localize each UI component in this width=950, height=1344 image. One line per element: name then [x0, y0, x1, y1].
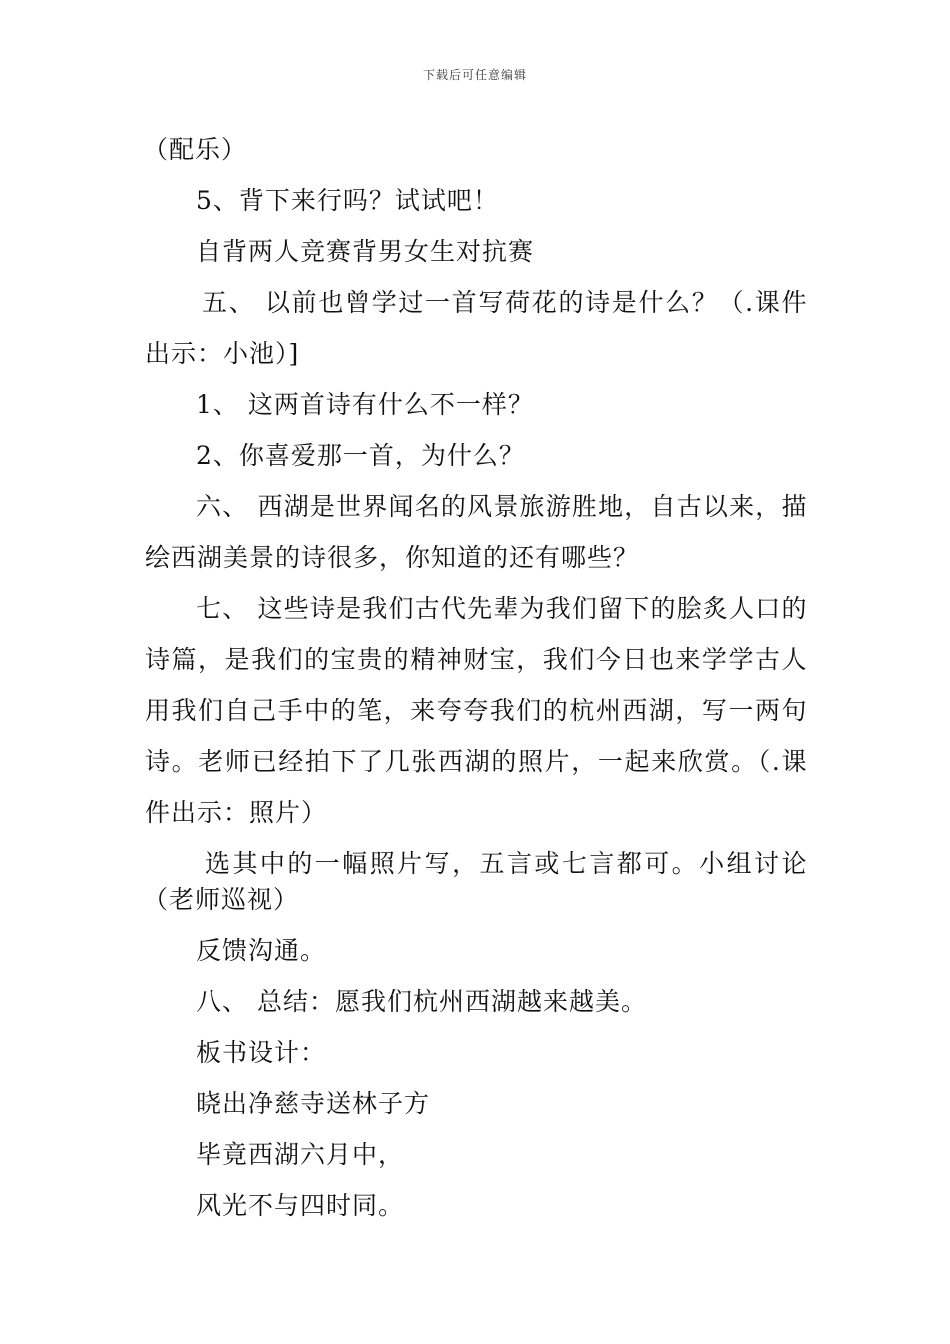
paragraph-line: （配乐） [143, 135, 248, 164]
paragraph-line: 2、你喜爱那一首，为什么？ [196, 441, 525, 470]
paragraph-line: 诗篇，是我们的宝贵的精神财宝，我们今日也来学学古人 [145, 645, 807, 674]
paragraph-line: 六、 西湖是世界闻名的风景旅游胜地，自古以来，描 [196, 492, 807, 521]
paragraph-line: 诗。老师已经拍下了几张西湖的照片，一起来欣赏。（.课 [145, 747, 807, 776]
paragraph-line: （老师巡视） [143, 885, 300, 914]
page-header-note: 下载后可任意编辑 [422, 68, 527, 82]
paragraph-line: 件出示：照片） [145, 798, 328, 827]
paragraph-line: 1、 这两首诗有什么不一样？ [196, 390, 534, 419]
paragraph-line: 晓出净慈寺送林子方 [196, 1089, 431, 1118]
paragraph-line: 绘西湖美景的诗很多，你知道的还有哪些？ [145, 543, 640, 572]
paragraph-line: 自背两人竞赛背男女生对抗赛 [196, 237, 535, 266]
paragraph-line: 板书设计： [196, 1038, 327, 1067]
paragraph-line: 毕竟西湖六月中， [196, 1140, 405, 1169]
paragraph-line: 反馈沟通。 [196, 936, 327, 965]
paragraph-line: 八、 总结：愿我们杭州西湖越来越美。 [196, 987, 647, 1016]
paragraph-line: 五、 以前也曾学过一首写荷花的诗是什么？（.课件 [202, 288, 807, 317]
paragraph-line: 选其中的一幅照片写，五言或七言都可。小组讨论 [205, 849, 807, 878]
paragraph-line: 出示：小池）] [145, 339, 300, 368]
paragraph-line: 风光不与四时同。 [196, 1191, 405, 1220]
paragraph-line: 5、背下来行吗？试试吧！ [196, 186, 499, 215]
paragraph-line: 用我们自己手中的笔，来夸夸我们的杭州西湖，写一两句 [145, 696, 807, 725]
paragraph-line: 七、 这些诗是我们古代先辈为我们留下的脍炙人口的 [196, 594, 807, 623]
